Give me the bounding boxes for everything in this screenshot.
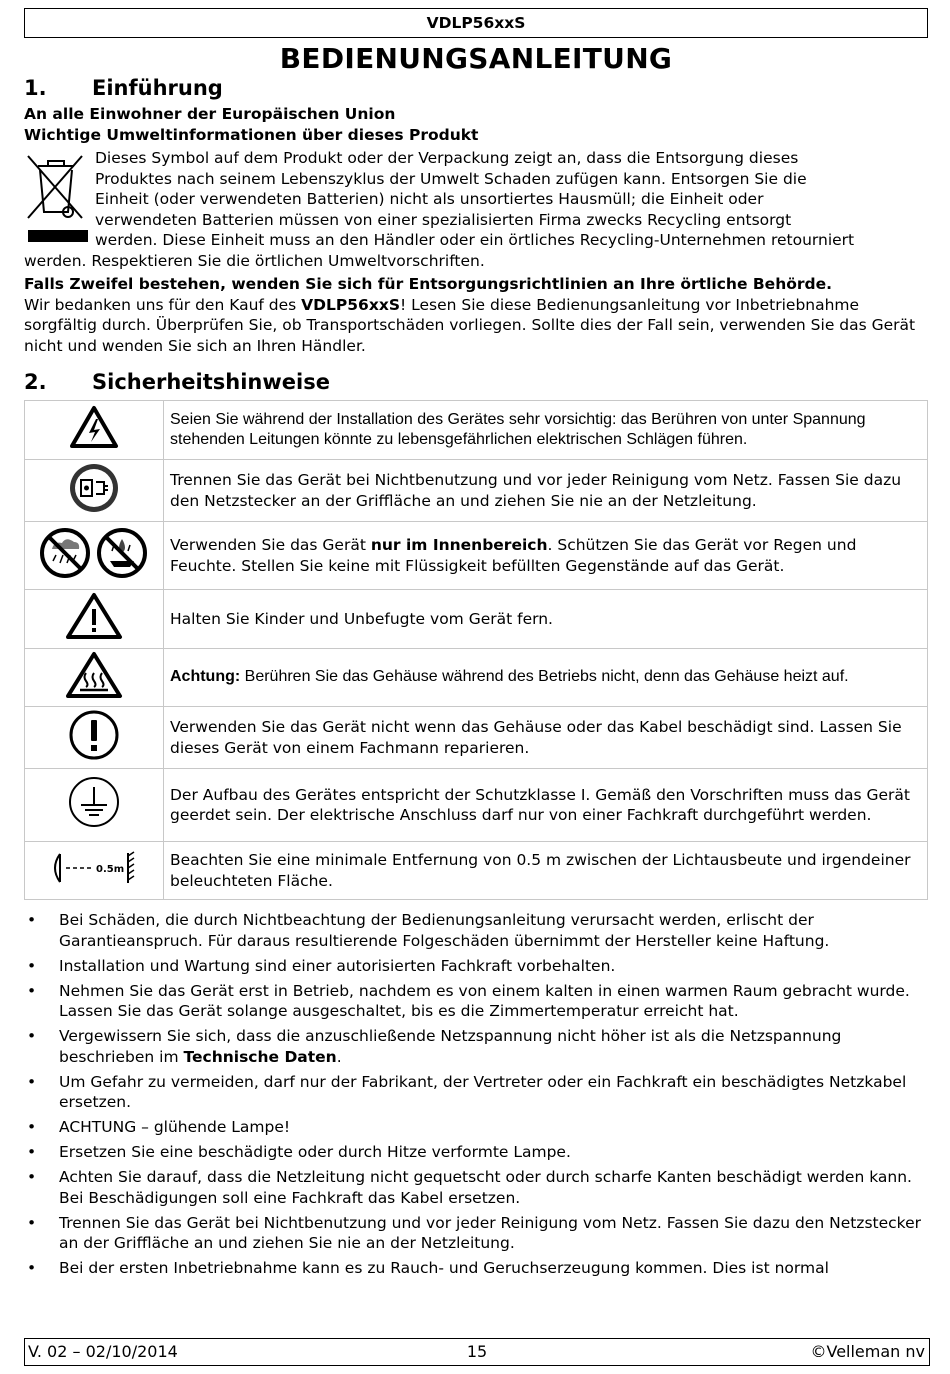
environment-info-heading: Wichtige Umweltinformationen über dieses Produkt [24,125,479,144]
list-item: • Bei der ersten Inbetriebnahme kann es zu Rauch- und Geruchserzeugung kommen. Dies ist normal [27,1259,829,1277]
header-model: VDLP56xxS [426,14,526,32]
unplug-icon [68,462,120,514]
weee-line: Produktes nach seinem Lebenszyklus der Umwelt Schaden zufügen kann. Entsorgen Sie die [95,169,807,188]
safety-text: Trennen Sie das Gerät bei Nichtbenutzung und vor jeder Reinigung vom Netz. Fassen Sie dazu den Netzstecker an der Griffläche an und ziehen Sie nie an der Netzleitung. [164,460,928,522]
weee-line-last: werden. Respektieren Sie die örtlichen Umweltvorschriften. [24,251,485,270]
safety-text: Beachten Sie eine minimale Entfernung von 0.5 m zwischen der Lichtausbeute und irgendeiner beleuchteten Fläche. [164,842,928,900]
weee-line: Einheit (oder verwendeten Batterien) nicht als unsortiertes Hausmüll; die Einheit oder [95,190,764,208]
safety-row [25,649,928,707]
thanks-paragraph: Wir bedanken uns für den Kauf des VDLP56xxS! Lesen Sie diese Bedienungsanleitung vor Inbetriebnahme sorgfältig durch. Überprüfen Sie, ob Transportschäden vorliegen. Sollte dies der Fall sein, verwenden Sie das Gerät nicht und wenden Sie sich an Ihren Händler. [24,295,916,355]
copyright: ©Velleman nv [810,1342,925,1361]
weee-line: verwendeten Batterien müssen von einer spezialisierten Firma zwecks Recycling entsorgt [95,210,792,229]
disposal-doubt-note: Falls Zweifel bestehen, wenden Sie sich für Entsorgungsrichtlinien an Ihre örtliche Behörde. [24,275,833,293]
safety-row [25,460,928,522]
list-item: • Achten Sie darauf, dass die Netzleitung nicht gequetscht oder durch scharfe Kanten beschädigt werden kann. Bei Beschädigungen soll eine Fachkraft das Kabel ersetzen. [27,1168,912,1207]
page-header [24,8,928,38]
list-item: • Ersetzen Sie eine beschädigte oder durch Hitze verformte Lampe. [27,1143,571,1161]
section-1-heading: 1. Einführung [24,76,223,100]
no-rain-icon [38,527,150,579]
safety-row [25,707,928,769]
list-item: • Um Gefahr zu vermeiden, darf nur der Fabrikant, der Vertreter oder ein Fachkraft ein beschädigtes Netzkabel ersetzen. [27,1072,907,1111]
warning-icon [65,592,123,640]
page-number: 15 [466,1342,488,1361]
safety-text: Halten Sie Kinder und Unbefugte vom Gerät fern. [164,590,928,649]
safety-table [24,400,928,900]
safety-text: Seien Sie während der Installation des Gerätes sehr vorsichtig: das Berühren von unter Spannung stehenden Leitungen könnte zu lebensgefährlichen elektrischen Schlägen führen. [164,401,928,460]
safety-row [25,590,928,649]
safety-text: Achtung: Berühren Sie das Gehäuse während des Betriebs nicht, denn das Gehäuse heizt auf. [164,649,928,707]
min-distance-icon [46,850,142,886]
safety-row [25,401,928,460]
hot-surface-icon [65,651,123,699]
list-item: • Vergewissern Sie sich, dass die anzuschließende Netzspannung nicht höher ist als die Netzspannung beschrieben im Technische Daten. [27,1027,842,1066]
list-item: • Nehmen Sie das Gerät erst in Betrieb, nachdem es von einem kalten in einen warmen Raum gebracht wurde. Lassen Sie das Gerät solange ausgeschaltet, bis es die Zimmertemperatur erreicht hat. [27,981,910,1020]
crossed-bin-icon [24,150,88,246]
list-item: • Bei Schäden, die durch Nichtbeachtung der Bedienungsanleitung verursacht werden, erlischt der Garantieanspruch. Für daraus resultierende Folgeschäden übernimmt der Hersteller keine Haftung. [27,911,830,950]
section-2-heading: 2. Sicherheitshinweise [24,370,330,394]
list-item: • Trennen Sie das Gerät bei Nichtbenutzung und vor jeder Reinigung vom Netz. Fassen Sie dazu den Netzstecker an der Griffläche an und ziehen Sie nie an der Netzleitung. [27,1213,921,1252]
electric-hazard-icon [69,405,119,449]
list-item: • Installation und Wartung sind einer autorisierten Fachkraft vorbehalten. [27,956,616,975]
page-footer [24,1338,930,1366]
weee-notice [24,148,928,271]
safety-row [25,842,928,900]
version-date: V. 02 – 02/10/2014 [28,1342,178,1361]
safety-text: Verwenden Sie das Gerät nicht wenn das Gehäuse oder das Kabel beschädigt sind. Lassen Sie dieses Gerät von einem Fachmann reparieren. [164,707,928,769]
list-item: • ACHTUNG – glühende Lampe! [27,1118,291,1136]
weee-line: Dieses Symbol auf dem Produkt oder der Verpackung zeigt an, dass die Entsorgung dieses [95,149,799,167]
safety-bullet-list [24,910,928,1279]
exclamation-icon [68,709,120,761]
earth-ground-icon [67,775,121,829]
weee-line: werden. Diese Einheit muss an den Händler oder ein örtliches Recycling-Unternehmen retourniert [95,231,855,249]
safety-row [25,522,928,590]
distance-label: 0.5m [96,863,125,875]
safety-text: Verwenden Sie das Gerät nur im Innenbereich. Schützen Sie das Gerät vor Regen und Feuchte. Stellen Sie keine mit Flüssigkeit befüllten Gegenstände auf das Gerät. [164,522,928,590]
document-title: BEDIENUNGSANLEITUNG [279,42,673,75]
eu-residents-heading: An alle Einwohner der Europäischen Union [24,105,396,123]
manual-page [24,8,928,1283]
safety-text: Der Aufbau des Gerätes entspricht der Schutzklasse I. Gemäß den Vorschriften muss das Gerät geerdet sein. Der elektrische Anschluss darf nur von einer Fachkraft durchgeführt werden. [164,769,928,842]
safety-row [25,769,928,842]
